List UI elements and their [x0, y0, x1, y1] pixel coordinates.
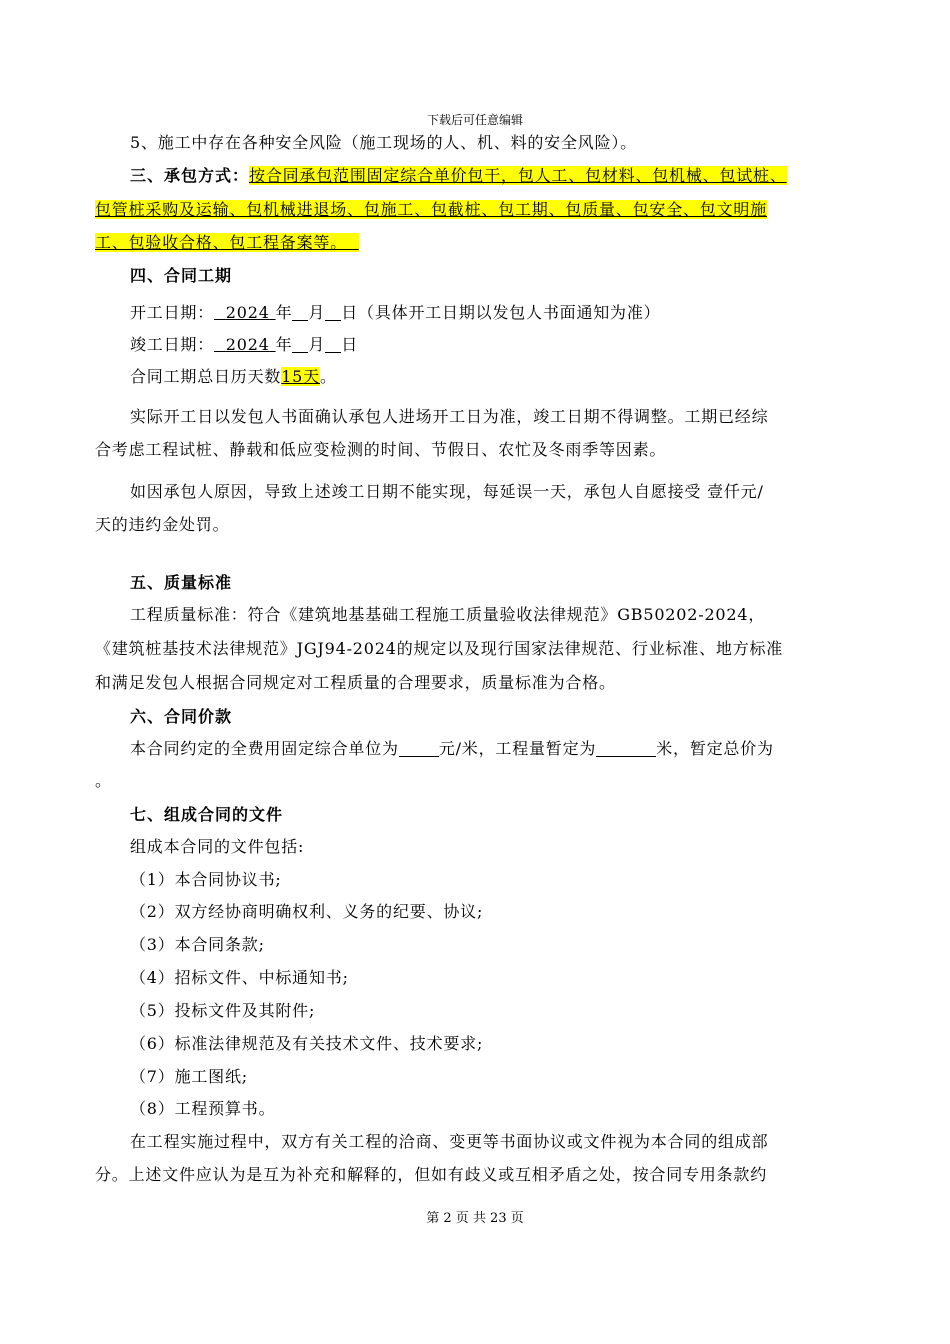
start-rule-line2: 合考虑工程试桩、静载和低应变检测的时间、节假日、农忙及冬雨季等因素。: [95, 440, 667, 459]
documents-intro: 组成本合同的文件包括:: [130, 837, 305, 856]
doc-item: （8）工程预算书。: [130, 1099, 276, 1118]
start-rule-line1: 实际开工日以发包人书面确认承包人进场开工日为准，竣工日期不得调整。工期已经综: [130, 407, 769, 426]
section5-heading: 五、质量标准: [130, 573, 233, 592]
end-year: 2024: [225, 335, 270, 354]
penalty-line2: 天的违约金处罚。: [95, 515, 230, 534]
doc-item: （6）标准法律规范及有关技术文件、技术要求;: [130, 1034, 484, 1053]
quantity-blank: [596, 740, 656, 757]
end-date-label: 竣工日期：: [130, 335, 215, 354]
doc-item: （2）双方经协商明确权利、义务的纪要、协议;: [130, 902, 484, 921]
documents-para-line1: 在工程实施过程中，双方有关工程的洽商、变更等书面协议或文件视为本合同的组成部: [130, 1132, 769, 1151]
unit-price-blank: [399, 740, 439, 757]
section3-line1: [130, 164, 865, 188]
price-line2: 。: [95, 771, 112, 790]
total-days-line: 合同工期总日历天数15天。: [130, 367, 337, 386]
quality-line2: 《建筑桩基技术法律规范》JGJ94-2024的规定以及现行国家法律规范、行业标准、地方标准: [95, 639, 784, 658]
start-date-label: 开工日期：: [130, 303, 215, 322]
section3-line3: [95, 231, 865, 255]
section3-heading: 三、承包方式：: [130, 166, 250, 185]
section3-text-1: 按合同承包范围固定综合单价包干，包人工、包材料、包机械、包试桩、: [249, 166, 787, 185]
month-blank: [292, 304, 308, 321]
start-date-note: （具体开工日期以发包人书面通知为准）: [358, 303, 661, 322]
section3-text-2: 包管桩采购及运输、包机械进退场、包施工、包截桩、包工期、包质量、包安全、包文明施: [95, 200, 768, 219]
day-char: 日: [341, 303, 359, 322]
month-char: 月: [308, 303, 326, 322]
download-note: 下载后可任意编辑: [426, 113, 523, 127]
section4-heading: 四、合同工期: [130, 266, 233, 285]
start-year: 2024: [225, 303, 270, 322]
start-date-line: [130, 301, 865, 325]
penalty-line1: 如因承包人原因，导致上述竣工日期不能实现，每延误一天，承包人自愿接受 壹仟元/: [130, 482, 764, 501]
doc-item: （4）招标文件、中标通知书;: [130, 968, 349, 987]
doc-item: （1）本合同协议书;: [130, 870, 282, 889]
doc-item: （7）施工图纸;: [130, 1067, 248, 1086]
quality-line3: 和满足发包人根据合同规定对工程质量的合理要求，质量标准为合格。: [95, 673, 616, 692]
quality-line1: 工程质量标准：符合《建筑地基基础工程施工质量验收法律规范》GB50202-2024，: [130, 605, 766, 624]
doc-item: （3）本合同条款;: [130, 935, 265, 954]
end-month-blank: [292, 336, 308, 353]
section3-text-3: 工、包验收合格、包工程备案等。: [95, 233, 348, 252]
price-line1: 本合同约定的全费用固定综合单位为 元/米，工程量暂定为 米，暂定总价为: [130, 739, 774, 758]
end-day-blank: [325, 336, 341, 353]
section7-heading: 七、组成合同的文件: [130, 805, 284, 824]
risk-item-5: 5、施工中存在各种安全风险（施工现场的人、机、料的安全风险）。: [130, 133, 637, 152]
total-days-value: 15天: [281, 367, 320, 386]
day-blank: [325, 304, 341, 321]
section6-heading: 六、合同价款: [130, 707, 233, 726]
documents-para-line2: 分。上述文件应认为是互为补充和解释的，但如有歧义或互相矛盾之处，按合同专用条款约: [95, 1165, 768, 1184]
section3-line2: [95, 198, 865, 222]
page-footer: 第 2 页 共 23 页: [426, 1211, 524, 1226]
end-date-line: 竣工日期： 2024 年 月 日: [130, 335, 359, 354]
doc-item: （5）投标文件及其附件;: [130, 1001, 316, 1020]
year-char: 年: [275, 303, 293, 322]
total-days-label: 合同工期总日历天数: [130, 367, 282, 386]
